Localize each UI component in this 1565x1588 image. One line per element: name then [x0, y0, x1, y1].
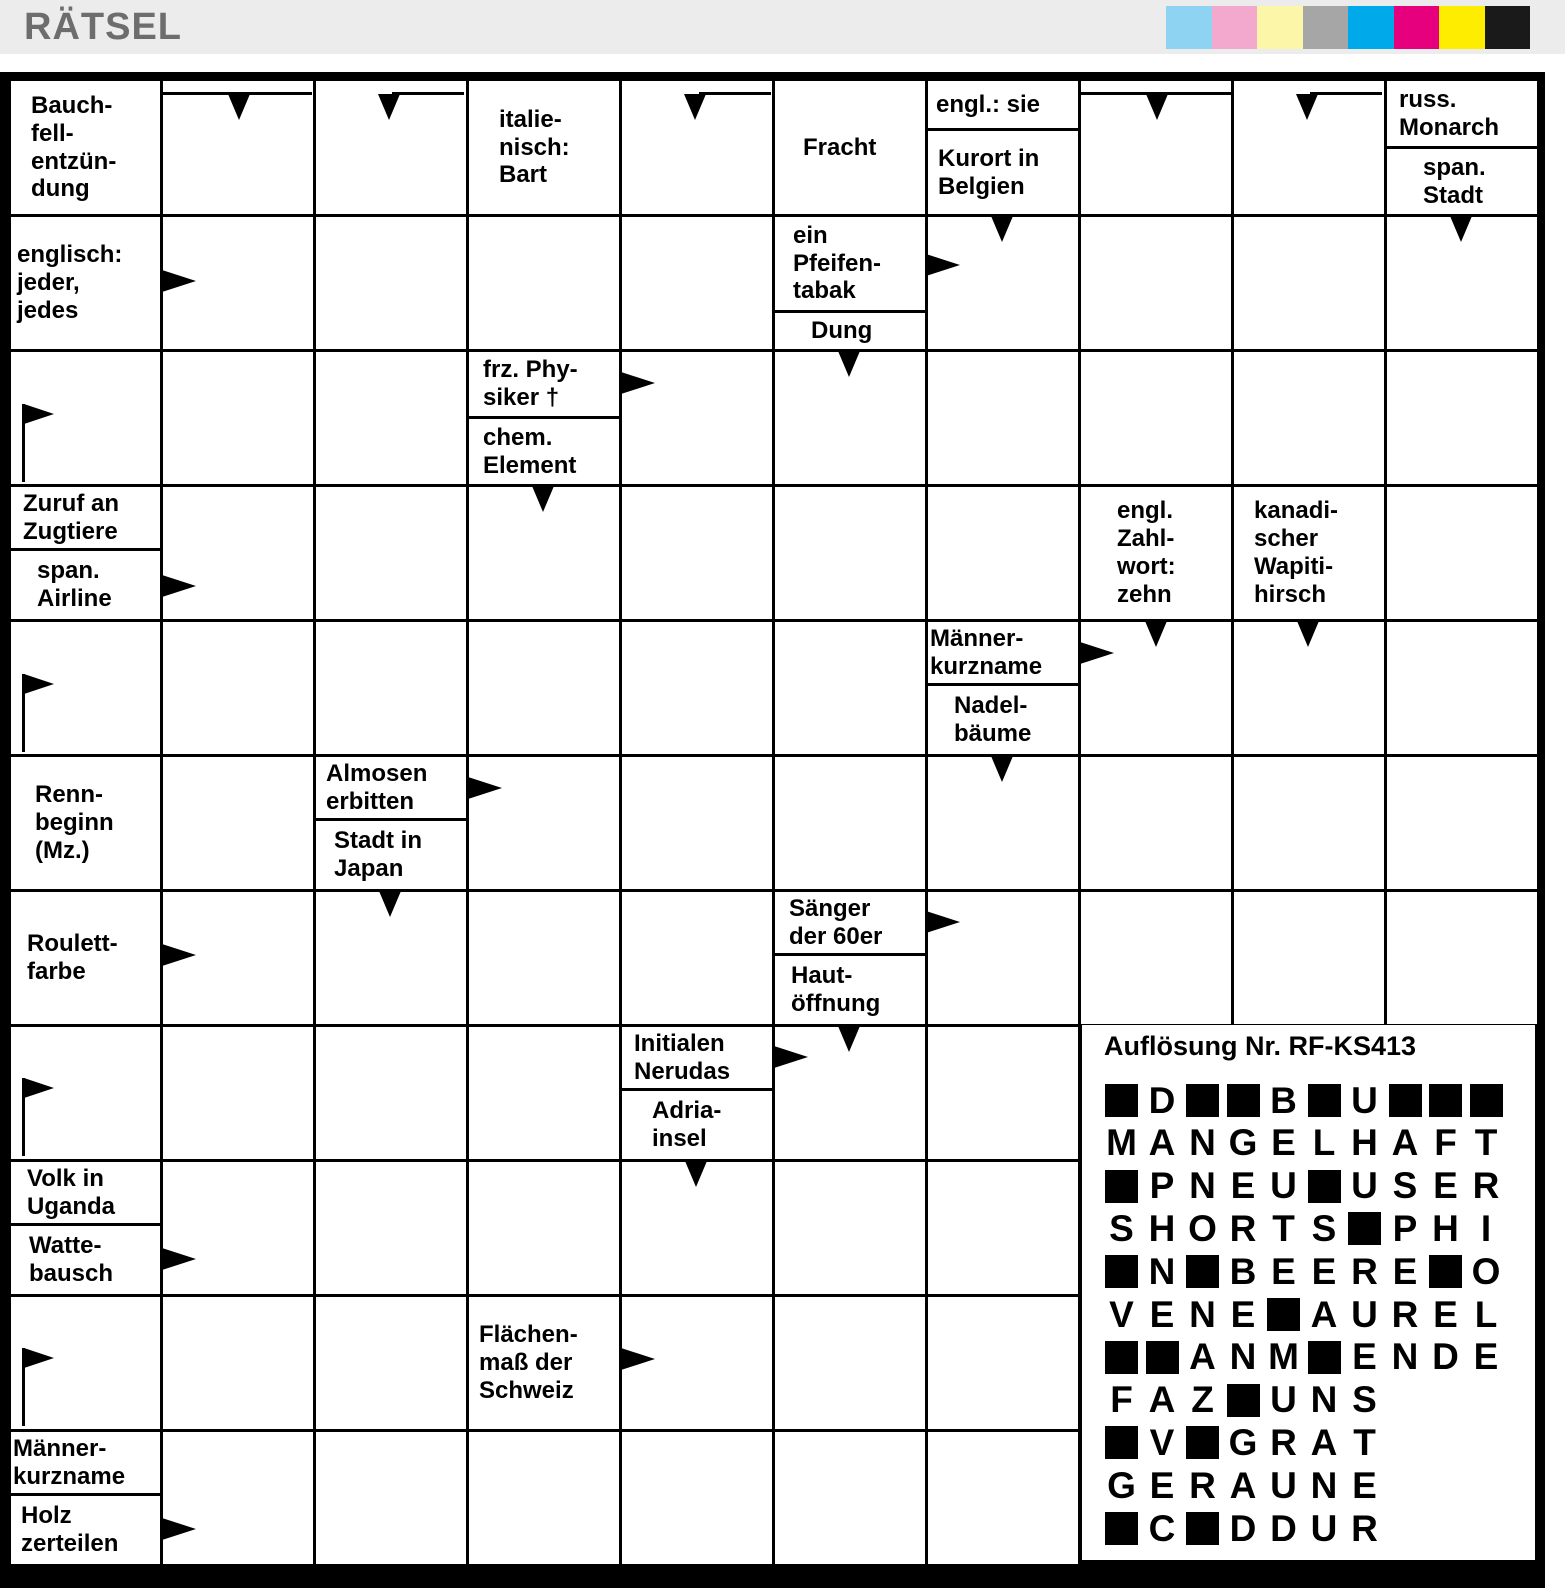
clue-text: Holz zerteilen: [11, 1496, 160, 1564]
solution-black-square: [1104, 1507, 1139, 1550]
solution-letter: I: [1480, 1207, 1492, 1249]
answer-cell[interactable]: [163, 1297, 313, 1429]
color-swatch: [1212, 6, 1258, 49]
arrow-down-icon: [1145, 621, 1167, 647]
color-swatch: [1485, 6, 1531, 49]
solution-letter: D: [1148, 1079, 1176, 1121]
answer-cell[interactable]: [622, 892, 772, 1024]
arrow-down-icon: [1296, 94, 1318, 120]
clue-text: Roulett- farbe: [11, 892, 160, 1024]
answer-cell[interactable]: [622, 217, 772, 349]
solution-letter: E: [1149, 1464, 1175, 1506]
solution-letter: H: [1432, 1207, 1459, 1249]
answer-cell[interactable]: [163, 757, 313, 889]
arrow-right-icon: [774, 1046, 808, 1068]
solution-black-square: [1307, 1336, 1342, 1379]
solution-letter: T: [1474, 1122, 1498, 1164]
answer-cell[interactable]: [316, 1432, 466, 1564]
solution-letter: O: [1471, 1250, 1501, 1292]
solution-letter: N: [1189, 1293, 1216, 1335]
solution-letter: G: [1107, 1464, 1136, 1506]
word-start-line: [162, 92, 312, 95]
answer-cell[interactable]: [1387, 757, 1537, 889]
answer-cell[interactable]: [775, 1432, 925, 1564]
solution-letter: L: [1474, 1293, 1498, 1335]
solution-letter: R: [1472, 1165, 1500, 1207]
solution-letter: F: [1110, 1379, 1133, 1421]
answer-cell[interactable]: [1234, 352, 1384, 484]
solution-black-square: [1347, 1207, 1382, 1250]
solution-black-square: [1388, 1079, 1423, 1122]
answer-cell[interactable]: [1234, 757, 1384, 889]
arrow-down-icon: [684, 94, 706, 120]
color-swatch: [1303, 6, 1349, 49]
clue-text: Männer- kurzname: [11, 1432, 160, 1493]
solution-letter: G: [1228, 1421, 1258, 1463]
solution-black-square: [1469, 1079, 1504, 1122]
solution-letter: A: [1229, 1464, 1257, 1506]
clue-text: Zuruf an Zugtiere: [11, 487, 160, 548]
arrow-down-icon: [1450, 216, 1472, 242]
arrow-right-icon: [162, 1518, 196, 1540]
solution-letter: Z: [1191, 1379, 1214, 1421]
arrow-right-icon: [1080, 642, 1114, 664]
color-swatch: [1166, 6, 1212, 49]
clue-text: engl.: sie: [928, 81, 1078, 128]
clue-text: Kurort in Belgien: [928, 131, 1078, 214]
answer-cell[interactable]: [163, 622, 313, 754]
solution-letter: H: [1351, 1122, 1378, 1164]
answer-cell[interactable]: [469, 1162, 619, 1294]
solution-letter: A: [1310, 1421, 1338, 1463]
solution-black-square: [1185, 1421, 1220, 1464]
answer-cell[interactable]: [622, 757, 772, 889]
solution-letter: S: [1311, 1207, 1337, 1249]
clue-text: Stadt in Japan: [316, 821, 466, 889]
arrow-right-icon: [621, 372, 655, 394]
answer-cell[interactable]: [928, 1432, 1078, 1564]
answer-cell[interactable]: [316, 1162, 466, 1294]
arrow-down-icon: [228, 94, 250, 120]
answer-cell[interactable]: [928, 487, 1078, 619]
solution-letter: U: [1351, 1165, 1378, 1207]
solution-letter: E: [1311, 1250, 1337, 1292]
arrow-down-icon: [991, 216, 1013, 242]
solution-black-square: [1185, 1507, 1220, 1550]
clue-text: Dung: [775, 313, 925, 349]
solution-letter: E: [1352, 1464, 1377, 1506]
word-start-line: [699, 92, 771, 95]
answer-cell[interactable]: [622, 1432, 772, 1564]
arrow-down-icon: [991, 756, 1013, 782]
color-swatch: [1394, 6, 1440, 49]
answer-cell[interactable]: [928, 1027, 1078, 1159]
solution-letter: R: [1229, 1207, 1257, 1249]
solution-letter: S: [1352, 1379, 1377, 1421]
clue-text: Männer- kurzname: [928, 622, 1078, 683]
solution-letter: E: [1392, 1250, 1418, 1292]
solution-title: Auflösung Nr. RF-KS413: [1104, 1031, 1417, 1061]
answer-cell[interactable]: [775, 622, 925, 754]
solution-letter: D: [1270, 1507, 1297, 1549]
answer-cell[interactable]: [163, 487, 313, 619]
solution-letter: E: [1352, 1336, 1377, 1378]
answer-cell[interactable]: [1234, 217, 1384, 349]
arrow-down-icon: [685, 1161, 707, 1187]
solution-letter: N: [1189, 1165, 1216, 1207]
color-swatch: [1348, 6, 1394, 49]
word-start-line: [1310, 92, 1382, 95]
solution-letter: T: [1353, 1421, 1376, 1463]
answer-cell[interactable]: [163, 1432, 313, 1564]
arrow-right-icon: [926, 911, 960, 933]
arrow-right-icon: [162, 575, 196, 597]
answer-cell[interactable]: [928, 1162, 1078, 1294]
answer-cell[interactable]: [316, 352, 466, 484]
solution-letter: E: [1271, 1250, 1296, 1292]
solution-letter: A: [1148, 1122, 1176, 1164]
answer-cell[interactable]: [316, 1027, 466, 1159]
solution-letter: U: [1310, 1507, 1338, 1549]
answer-cell[interactable]: [1081, 892, 1231, 1024]
clue-text: span. Airline: [11, 551, 160, 619]
clue-text: Sänger der 60er: [775, 892, 925, 953]
arrow-down-icon: [379, 891, 401, 917]
answer-cell[interactable]: [163, 1162, 313, 1294]
arrow-right-icon: [468, 777, 502, 799]
answer-cell[interactable]: [928, 1297, 1078, 1429]
clue-text: Initialen Nerudas: [622, 1027, 772, 1088]
clue-text: Watte- bausch: [11, 1226, 160, 1294]
solution-letter: R: [1351, 1507, 1378, 1549]
flag-icon: [22, 1348, 54, 1426]
answer-cell[interactable]: [1387, 622, 1537, 754]
clue-text: Bauch- fell- entzün- dung: [11, 81, 160, 214]
clue-text: italie- nisch: Bart: [469, 81, 619, 214]
solution-black-square: [1104, 1421, 1139, 1464]
arrow-right-icon: [926, 254, 960, 276]
solution-letter: A: [1310, 1293, 1338, 1335]
arrow-down-icon: [1146, 94, 1168, 120]
answer-cell[interactable]: [316, 217, 466, 349]
answer-cell[interactable]: [469, 1432, 619, 1564]
clue-text: Fracht: [775, 81, 925, 214]
word-start-line: [1081, 92, 1231, 95]
solution-letter: E: [1230, 1165, 1256, 1207]
answer-cell[interactable]: [622, 487, 772, 619]
solution-black-square: [1145, 1336, 1180, 1379]
solution-letter: S: [1109, 1207, 1134, 1249]
solution-letter: G: [1228, 1122, 1258, 1164]
flag-icon: [22, 404, 54, 482]
solution-letter: A: [1391, 1122, 1419, 1164]
solution-letter: E: [1149, 1293, 1175, 1335]
answer-cell[interactable]: [775, 757, 925, 889]
arrow-right-icon: [162, 270, 196, 292]
solution-letter: P: [1149, 1165, 1175, 1207]
solution-letter: M: [1268, 1336, 1299, 1378]
arrow-down-icon: [838, 1026, 860, 1052]
solution-black-square: [1104, 1079, 1139, 1122]
clue-text: engl. Zahl- wort: zehn: [1081, 487, 1231, 619]
clue-text: Haut- öffnung: [775, 956, 925, 1024]
word-start-line: [392, 92, 464, 95]
flag-icon: [22, 674, 54, 752]
solution-black-square: [1185, 1079, 1220, 1122]
answer-cell[interactable]: [1387, 892, 1537, 1024]
clue-text: span. Stadt: [1387, 149, 1537, 214]
solution-letter: S: [1392, 1165, 1418, 1207]
answer-cell[interactable]: [163, 1027, 313, 1159]
solution-black-square: [1428, 1079, 1463, 1122]
solution-letter: D: [1229, 1507, 1257, 1549]
solution-letter: U: [1270, 1464, 1297, 1506]
solution-black-square: [1185, 1250, 1220, 1293]
solution-letter: N: [1310, 1379, 1338, 1421]
answer-cell[interactable]: [928, 352, 1078, 484]
solution-letter: V: [1149, 1421, 1175, 1463]
solution-letter: V: [1109, 1293, 1134, 1335]
answer-cell[interactable]: [316, 487, 466, 619]
solution-letter: U: [1351, 1079, 1378, 1121]
solution-black-square: [1226, 1379, 1261, 1422]
color-swatch: [1439, 6, 1485, 49]
solution-letter: N: [1391, 1336, 1419, 1378]
solution-letter: A: [1189, 1336, 1216, 1378]
clue-text: Nadel- bäume: [928, 686, 1078, 754]
answer-cell[interactable]: [775, 487, 925, 619]
solution-letter: E: [1433, 1293, 1458, 1335]
answer-cell[interactable]: [316, 622, 466, 754]
solution-black-square: [1104, 1165, 1139, 1208]
solution-letter: U: [1351, 1293, 1378, 1335]
clue-text: englisch: jeder, jedes: [11, 217, 160, 349]
solution-black-square: [1266, 1293, 1301, 1336]
answer-cell[interactable]: [469, 622, 619, 754]
solution-letter: B: [1270, 1079, 1297, 1121]
solution-letter: D: [1432, 1336, 1459, 1378]
arrow-right-icon: [162, 944, 196, 966]
solution-letter: F: [1434, 1122, 1457, 1164]
answer-cell[interactable]: [1234, 892, 1384, 1024]
answer-cell[interactable]: [469, 1027, 619, 1159]
solution-letter: M: [1106, 1122, 1137, 1164]
answer-cell[interactable]: [1081, 217, 1231, 349]
answer-cell[interactable]: [775, 1162, 925, 1294]
clue-text: russ. Monarch: [1387, 81, 1537, 146]
page-title: RÄTSEL: [24, 6, 182, 48]
flag-icon: [22, 1078, 54, 1156]
answer-cell[interactable]: [775, 1297, 925, 1429]
answer-cell[interactable]: [163, 352, 313, 484]
clue-text: ein Pfeifen- tabak: [775, 217, 925, 310]
answer-cell[interactable]: [1081, 757, 1231, 889]
color-calibration-bar: [1166, 6, 1530, 49]
solution-letter: A: [1148, 1379, 1176, 1421]
arrow-right-icon: [621, 1348, 655, 1370]
answer-cell[interactable]: [1387, 487, 1537, 619]
answer-cell[interactable]: [1387, 352, 1537, 484]
solution-letter: N: [1310, 1464, 1338, 1506]
solution-letter: C: [1148, 1507, 1176, 1549]
arrow-right-icon: [162, 1248, 196, 1270]
solution-letter: N: [1229, 1336, 1257, 1378]
solution-letter: E: [1473, 1336, 1499, 1378]
arrow-down-icon: [1297, 621, 1319, 647]
arrow-down-icon: [378, 94, 400, 120]
solution-black-square: [1307, 1079, 1342, 1122]
solution-letter: E: [1271, 1122, 1296, 1164]
clue-text: Volk in Uganda: [11, 1162, 160, 1223]
solution-letter: E: [1230, 1293, 1256, 1335]
header-bar: [0, 0, 1565, 54]
solution-black-square: [1307, 1165, 1342, 1208]
solution-letter: R: [1351, 1250, 1378, 1292]
solution-letter: N: [1148, 1250, 1176, 1292]
solution-letter: O: [1188, 1207, 1217, 1249]
clue-text: Renn- beginn (Mz.): [11, 757, 160, 889]
answer-cell[interactable]: [469, 217, 619, 349]
clue-text: kanadi- scher Wapiti- hirsch: [1234, 487, 1384, 619]
solution-letter: P: [1392, 1207, 1418, 1249]
answer-cell[interactable]: [469, 892, 619, 1024]
clue-text: frz. Phy- siker †: [469, 352, 619, 416]
clue-text: chem. Element: [469, 419, 619, 484]
solution-black-square: [1226, 1079, 1261, 1122]
arrow-down-icon: [838, 351, 860, 377]
answer-cell[interactable]: [622, 622, 772, 754]
solution-letter: E: [1433, 1165, 1458, 1207]
solution-letter: U: [1270, 1165, 1297, 1207]
clue-text: Flächen- maß der Schweiz: [469, 1297, 619, 1429]
arrow-down-icon: [532, 486, 554, 512]
solution-black-square: [1104, 1250, 1139, 1293]
answer-cell[interactable]: [1081, 352, 1231, 484]
solution-letter: R: [1270, 1421, 1297, 1463]
solution-letter: L: [1312, 1122, 1336, 1164]
solution-letter: R: [1391, 1293, 1419, 1335]
solution-letter: B: [1229, 1250, 1257, 1292]
clue-text: Almosen erbitten: [316, 757, 466, 818]
solution-black-square: [1104, 1336, 1139, 1379]
solution-black-square: [1428, 1250, 1463, 1293]
solution-letter: T: [1272, 1207, 1295, 1249]
solution-letter: R: [1189, 1464, 1216, 1506]
solution-letter: H: [1148, 1207, 1176, 1249]
color-swatch: [1257, 6, 1303, 49]
clue-text: Adria- insel: [622, 1091, 772, 1159]
solution-letter: U: [1270, 1379, 1297, 1421]
answer-cell[interactable]: [316, 1297, 466, 1429]
solution-letter: N: [1189, 1122, 1216, 1164]
solution-panel: [1082, 1025, 1535, 1560]
